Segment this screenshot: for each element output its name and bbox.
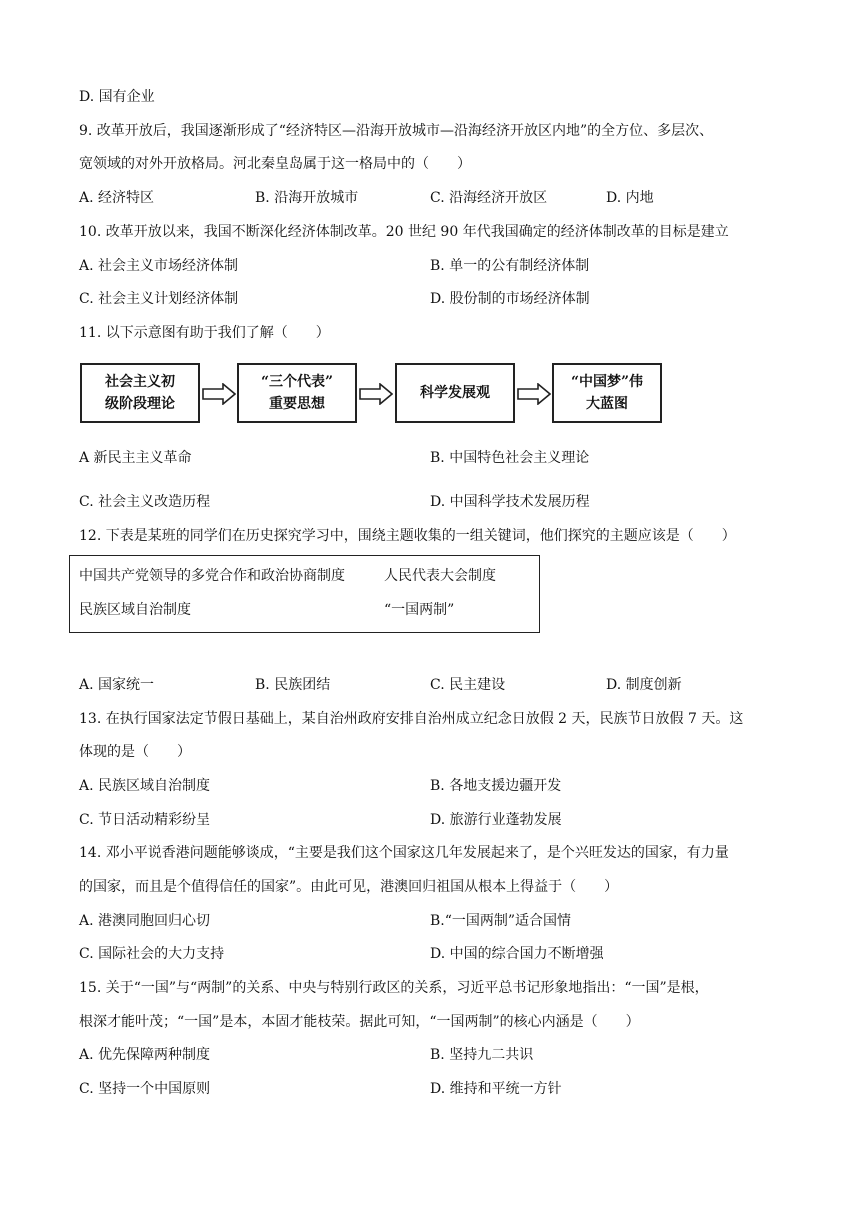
q14-stem-line1: 14. 邓小平说香港问题能够谈成，“主要是我们这个国家这几年发展起来了，是个兴旺发达的国家，有力量 xyxy=(79,845,729,861)
keyword-multiparty-cooperation: 中国共产党领导的多党合作和政治协商制度 xyxy=(79,568,345,584)
flow-box-1-line1: 社会主义初 xyxy=(105,374,175,390)
q10-option-a: A. 社会主义市场经济体制 xyxy=(79,258,239,274)
q10-option-b: B. 单一的公有制经济体制 xyxy=(430,258,590,274)
flow-box-4-line1: “中国梦”伟 xyxy=(570,374,644,390)
flow-box-4-line2: 大蓝图 xyxy=(585,396,628,412)
q14-option-a: A. 港澳同胞回归心切 xyxy=(79,913,211,929)
q9-option-b: B. 沿海开放城市 xyxy=(255,190,359,206)
q15-stem-line2: 根深才能叶茂；“一国”是本，本固才能枝荣。据此可知，“一国两制”的核心内涵是（ ） xyxy=(79,1014,640,1030)
keyword-regional-autonomy: 民族区域自治制度 xyxy=(79,602,191,618)
flow-box-scientific-development xyxy=(395,363,515,423)
flow-box-1-line2: 级阶段理论 xyxy=(105,396,175,412)
flow-box-2-line2: 重要思想 xyxy=(268,396,325,412)
q9-option-a: A. 经济特区 xyxy=(79,190,155,206)
q9-stem-line2: 宽领域的对外开放格局。河北秦皇岛属于这一格局中的（ ） xyxy=(79,156,471,172)
flow-box-primary-stage-theory xyxy=(80,363,200,423)
q14-option-c: C. 国际社会的大力支持 xyxy=(79,946,225,962)
flow-box-3-line1: 科学发展观 xyxy=(420,385,490,401)
q13-stem-line1: 13. 在执行国家法定节假日基础上，某自治州政府安排自治州成立纪念日放假 2 天，民族节日放假 7 天。这 xyxy=(79,711,744,727)
q13-option-a: A. 民族区域自治制度 xyxy=(79,778,211,794)
q9-option-c: C. 沿海经济开放区 xyxy=(430,190,548,206)
q11-option-b: B. 中国特色社会主义理论 xyxy=(430,450,590,466)
q12-stem-line1: 12. 下表是某班的同学们在历史探究学习中，围绕主题收集的一组关键词，他们探究的主题应该是（ ） xyxy=(79,528,736,544)
q9-option-d: D. 内地 xyxy=(606,190,654,206)
q14-option-b: B.“一国两制”适合国情 xyxy=(430,913,572,929)
q12-option-d: D. 制度创新 xyxy=(606,677,682,693)
flow-box-three-represents xyxy=(237,363,357,423)
flow-box-chinese-dream xyxy=(552,363,662,423)
q14-stem-line2: 的国家，而且是个值得信任的国家”。由此可见，港澳回归祖国从根本上得益于（ ） xyxy=(79,879,619,895)
q13-option-c: C. 节日活动精彩纷呈 xyxy=(79,812,211,828)
q15-option-c: C. 坚持一个中国原则 xyxy=(79,1081,211,1097)
q10-stem-line1: 10. 改革开放以来，我国不断深化经济体制改革。20 世纪 90 年代我国确定的经济体制改革的目标是建立 xyxy=(79,224,729,240)
q11-option-a: A 新民主主义革命 xyxy=(79,450,192,466)
q11-option-c: C. 社会主义改造历程 xyxy=(79,494,211,510)
q13-stem-line2: 体现的是（ ） xyxy=(79,744,191,760)
q11-option-d: D. 中国科学技术发展历程 xyxy=(430,494,590,510)
keyword-one-country-two-systems: “一国两制” xyxy=(384,602,455,618)
q15-option-b: B. 坚持九二共识 xyxy=(430,1047,534,1063)
q15-stem-line1: 15. 关于“一国”与“两制”的关系、中央与特别行政区的关系，习近平总书记形象地指出：“一国”是根， xyxy=(79,980,709,996)
q15-option-d: D. 维持和平统一方针 xyxy=(430,1081,562,1097)
flow-arrow-2-icon xyxy=(359,383,393,405)
flow-arrow-3-icon xyxy=(517,383,551,405)
q13-option-b: B. 各地支援边疆开发 xyxy=(430,778,562,794)
flow-box-2-line1: “三个代表” xyxy=(260,374,334,390)
q14-option-d: D. 中国的综合国力不断增强 xyxy=(430,946,604,962)
q11-stem-line1: 11. 以下示意图有助于我们了解（ ） xyxy=(79,325,330,341)
keyword-peoples-congress: 人民代表大会制度 xyxy=(384,568,496,584)
q10-option-c: C. 社会主义计划经济体制 xyxy=(79,291,239,307)
q13-option-d: D. 旅游行业蓬勃发展 xyxy=(430,812,562,828)
q12-option-b: B. 民族团结 xyxy=(255,677,331,693)
q8-option-d: D. 国有企业 xyxy=(79,89,155,105)
flow-arrow-1-icon xyxy=(202,383,236,405)
q12-option-a: A. 国家统一 xyxy=(79,677,155,693)
q15-option-a: A. 优先保障两种制度 xyxy=(79,1047,211,1063)
q12-option-c: C. 民主建设 xyxy=(430,677,506,693)
q10-option-d: D. 股份制的市场经济体制 xyxy=(430,291,590,307)
q9-stem-line1: 9. 改革开放后，我国逐渐形成了“经济特区—沿海开放城市—沿海经济开放区内地”的全方位、多层次、 xyxy=(79,123,714,139)
